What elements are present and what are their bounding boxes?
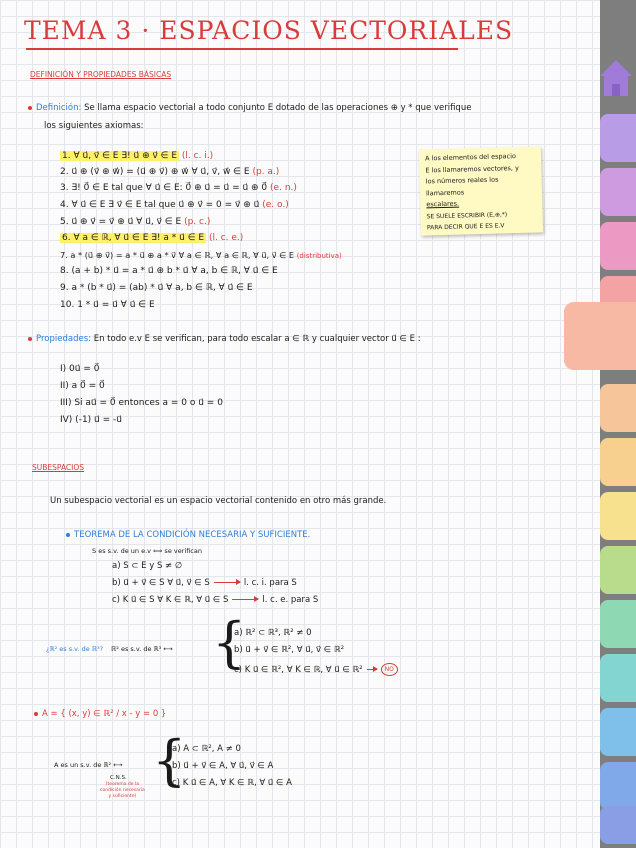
definition-label: Definición: [36, 103, 82, 113]
note-line: A los elementos del espacio [425, 152, 517, 163]
theorem-condition-a: a) S ⊂ E y S ≠ ∅ [112, 561, 183, 571]
highlighted-axiom: 6. ∀ a ∈ ℝ, ∀ u⃗ ∈ E ∃! a * u⃗ ∈ E [62, 233, 205, 243]
example2-lhs: A es un s.v. de ℝ² ⟷ [54, 761, 123, 769]
example1-question: ¿ℝ² es s.v. de ℝ³? ℝ² es s.v. de ℝ³ ⟷ [46, 645, 173, 653]
theorem-intro: S es s.v. de un e.v ⟺ se verifican [92, 547, 202, 555]
section-heading-definition: DEFINICIÓN Y PROPIEDADES BÁSICAS [30, 70, 172, 79]
axiom-tag: (l. c. i.) [181, 151, 214, 161]
example2-condition-c: c) K u⃗ ∈ A, ∀ K ∈ ℝ, ∀ u⃗ ∈ A [172, 778, 292, 788]
example2-condition-a: a) A ⊂ ℝ², A ≠ 0 [172, 744, 241, 754]
axiom-tag: (l. c. e.) [208, 233, 244, 243]
section-tab[interactable] [600, 438, 636, 486]
left-brace: { [152, 729, 187, 792]
example1-condition-b: b) u⃗ + v⃗ ∈ ℝ², ∀ u⃗, v⃗ ∈ ℝ² [234, 645, 344, 655]
title-underline [26, 48, 458, 50]
theorem-tag-c: l. c. e. para S [262, 595, 319, 605]
axiom-tag: (p. c.) [184, 217, 211, 227]
section-tab[interactable] [600, 168, 636, 216]
axiom-tag: (p. a.) [252, 167, 280, 177]
axiom-1 [60, 151, 213, 161]
example1-condition-c: c) K u⃗ ∈ ℝ², ∀ K ∈ ℝ, ∀ u⃗ ∈ ℝ² NO [234, 663, 398, 676]
definition-line-1 [28, 103, 471, 113]
theorem-tag-b: l. c. i. para S [243, 578, 297, 588]
axiom-tag: (distributiva) [296, 252, 342, 260]
section-tab[interactable] [600, 654, 636, 702]
example2-set: A = { (x, y) ∈ ℝ² / x - y = 0 } [34, 709, 166, 719]
bullet-dot [28, 106, 32, 110]
red-arrow [232, 599, 258, 601]
axiom-8: 8. (a + b) * u⃗ = a * u⃗ ⊕ b * u⃗ ∀ a, b ∈ ℝ, ∀ u⃗ ∈ E [60, 266, 278, 276]
highlighted-axiom: 1. ∀ u⃗, v⃗ ∈ E ∃! u⃗ ⊕ v⃗ ∈ E [62, 151, 178, 161]
page-title: TEMA 3 · ESPACIOS VECTORIALES [24, 16, 514, 45]
section-tab[interactable] [600, 492, 636, 540]
example2-condition-b: b) u⃗ + v⃗ ∈ A, ∀ u⃗, v⃗ ∈ A [172, 761, 274, 771]
red-arrow [214, 582, 240, 584]
axiom-3: 3. ∃! 0⃗ ∈ E tal que ∀ u⃗ ∈ E: 0⃗ ⊕ u⃗ = u⃗ = u⃗ ⊕ 0⃗ (e. n.) [60, 183, 297, 193]
axiom-9: 9. a * (b * u⃗) = (ab) * u⃗ ∀ a, b ∈ ℝ, ∀ u⃗ ∈ E [60, 283, 253, 293]
section-tab[interactable] [600, 222, 636, 270]
properties-label: Propiedades: [36, 334, 91, 344]
subspace-definition: Un subespacio vectorial es un espacio vectorial contenido en otro más grande. [50, 496, 387, 506]
section-tab[interactable] [600, 806, 636, 844]
section-tab[interactable] [600, 114, 636, 162]
axiom-10: 10. 1 * u⃗ = u⃗ ∀ u⃗ ∈ E [60, 300, 155, 310]
note-line: SE SUELE ESCRIBIR (E,⊕,*) [426, 210, 508, 220]
theorem-condition-b: b) u⃗ + v⃗ ∈ S ∀ u⃗, v⃗ ∈ S l. c. i. para S [112, 578, 297, 588]
section-tab[interactable] [600, 546, 636, 594]
note-line: PARA DECIR QUE E ES E.V [426, 222, 505, 232]
property-3: III) Si au⃗ = 0⃗ entonces a = 0 o u⃗ = 0 [60, 398, 223, 408]
axiom-5: 5. u⃗ ⊕ v⃗ = v⃗ ⊕ u⃗ ∀ u⃗, v⃗ ∈ E (p. c.) [60, 217, 211, 227]
axiom-2: 2. u⃗ ⊕ (v⃗ ⊕ w⃗) = (u⃗ ⊕ v⃗) ⊕ w⃗ ∀ u⃗, v⃗, w⃗ ∈ E (p. a.) [60, 167, 280, 177]
note-line: los números reales los llamaremos [425, 175, 499, 197]
note-line: E los llamaremos vectores, y [425, 163, 519, 174]
theorem-condition-c: c) K u⃗ ∈ S ∀ K ∈ ℝ, ∀ u⃗ ∈ S l. c. e. para S [112, 595, 319, 605]
property-1: I) 0u⃗ = 0⃗ [60, 364, 100, 374]
axiom-7: 7. a * (u⃗ ⊕ v⃗) = a * u⃗ ⊕ a * v⃗ ∀ a ∈ ℝ, ∀ a ∈ ℝ, ∀ u⃗, v⃗ ∈ E (distributiva) [60, 250, 342, 260]
theorem-title: TEOREMA DE LA CONDICIÓN NECESARIA Y SUFICIENTE. [66, 530, 310, 540]
definition-text: Se llama espacio vectorial a todo conjunto E dotado de las operaciones ⊕ y * que verifique [84, 103, 472, 113]
example1-condition-a: a) ℝ² ⊂ ℝ³, ℝ² ≠ 0 [234, 628, 312, 638]
sticky-note [419, 146, 543, 235]
section-tab[interactable] [600, 600, 636, 648]
section-tab[interactable] [600, 384, 636, 432]
bullet-dot [34, 712, 38, 716]
example2-cns: C.N.S. [110, 775, 127, 781]
property-4: IV) (-1) u⃗ = -u⃗ [60, 415, 122, 425]
bullet-dot [66, 533, 70, 537]
axiom-6 [60, 233, 243, 243]
section-tab[interactable] [600, 762, 636, 810]
section-heading-subespacios: SUBESPACIOS [32, 463, 85, 472]
definition-line-2: los siguientes axiomas: [44, 121, 144, 131]
active-section-tab[interactable] [564, 302, 636, 370]
left-brace: { [212, 611, 247, 674]
home-icon[interactable] [598, 56, 634, 100]
note-line: escalares. [426, 199, 460, 209]
axiom-tag: (e. o.) [262, 200, 289, 210]
properties-line [28, 334, 421, 344]
property-2: II) a 0⃗ = 0⃗ [60, 381, 105, 391]
section-tab[interactable] [600, 708, 636, 756]
no-result-badge: NO [381, 663, 398, 676]
red-arrow [367, 669, 377, 671]
properties-text: En todo e.v E se verifican, para todo escalar a ∈ ℝ y cualquier vector u⃗ ∈ E : [93, 334, 421, 344]
axiom-tag: (e. n.) [270, 183, 297, 193]
bullet-dot [28, 337, 32, 341]
cns-annotation: (teorema de la condición necesaria y suficiente) [100, 782, 145, 799]
axiom-4: 4. ∀ u⃗ ∈ E ∃ v⃗ ∈ E tal que u⃗ ⊕ v⃗ = 0 = v⃗ ⊕ u⃗ (e. o.) [60, 200, 289, 210]
